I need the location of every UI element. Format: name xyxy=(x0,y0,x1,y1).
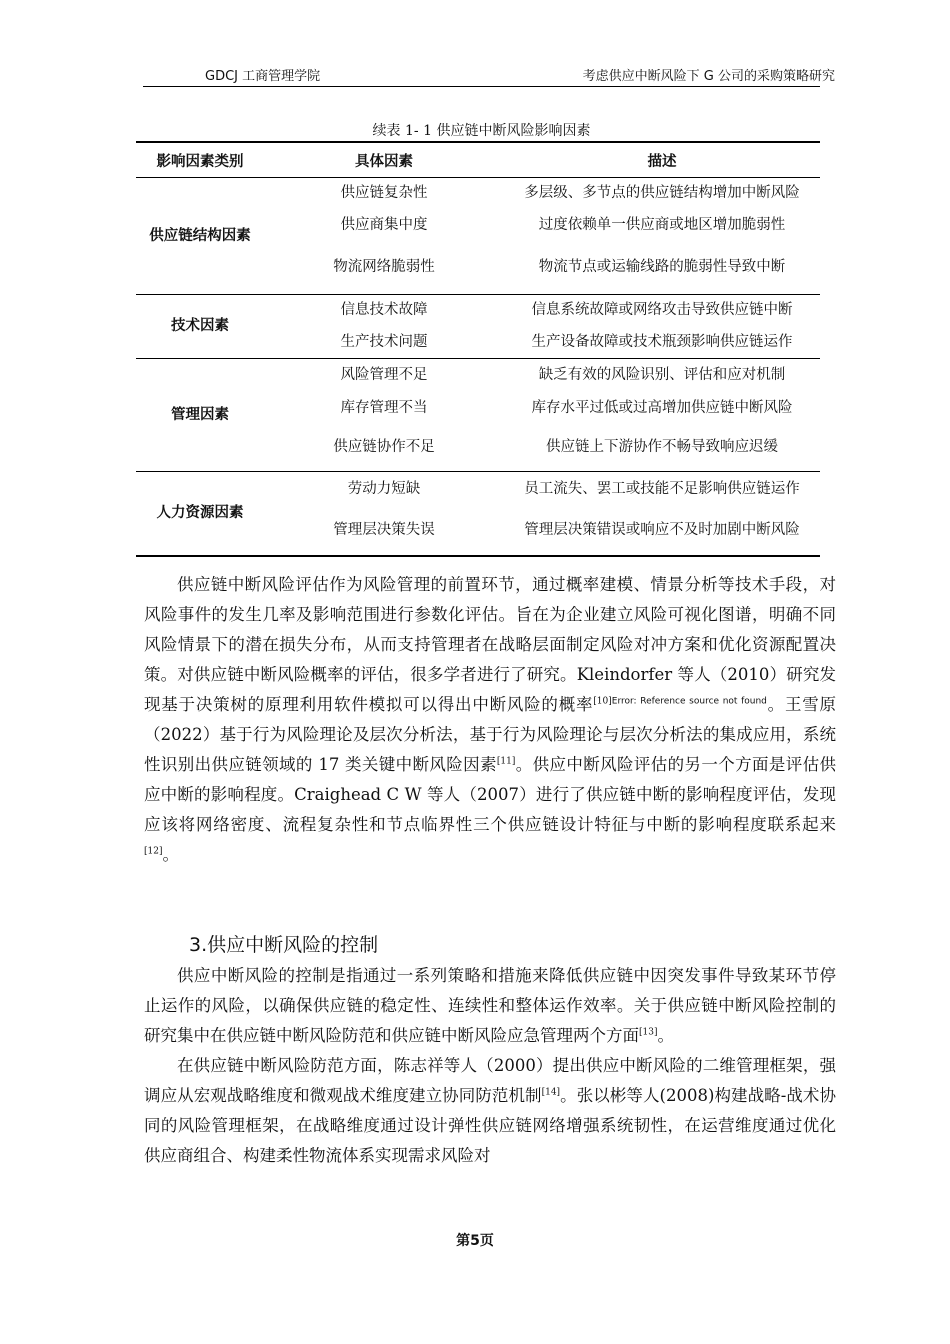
page-number: 第5页 xyxy=(456,1233,494,1249)
factor-cell: 供应链复杂性 xyxy=(340,185,428,202)
para2-text-b: 。 xyxy=(657,1026,674,1045)
table-row xyxy=(136,359,820,393)
factor-label: 物流网络脆弱性 xyxy=(333,259,435,276)
table-caption: 续表 1- 1 供应链中断风险影响因素 xyxy=(372,123,591,139)
factor-cell: 劳动力短缺 xyxy=(347,480,421,497)
header-rule xyxy=(143,86,820,87)
body-section-1 xyxy=(144,570,836,870)
factor-label: 管理层决策失误 xyxy=(333,522,435,538)
description-cell: 信息系统故障或网络攻击导致供应链中断 xyxy=(531,302,793,319)
risk-factor-table xyxy=(136,141,820,557)
description-cell: 库存水平过低或过高增加供应链中断风险 xyxy=(531,400,793,416)
para2-text-a: 供应中断风险的控制是指通过一系列策略和措施来降低供应链中因突发事件导致某环节停止运作的风险，以确保供应链的稳定性、连续性和整体运作效率。关于供应链中断风险控制的研究集中在供应链中断风险防范和供应链中断风险应急管理两个方面 xyxy=(144,966,836,1045)
citation-ref: [11] xyxy=(496,756,516,767)
table-row xyxy=(136,178,820,210)
para1-text-b: 。王雪原（2022）基于行为风险理论及层次分析法，基于行为风险理论与层次分析法的集成应用，系统性识别出供应链领域的 17 类关键中断风险因素 xyxy=(144,695,837,774)
category-cell: 人力资源因素 xyxy=(136,472,264,556)
table-header-row xyxy=(136,142,820,178)
factor-cell: 供应商集中度 xyxy=(340,217,428,233)
description-cell: 物流节点或运输线路的脆弱性导致中断 xyxy=(504,242,820,295)
para1-text-d: 。 xyxy=(162,845,179,864)
para1-text-a: 供应链中断风险评估作为风险管理的前置环节，通过概率建模、情景分析等技术手段，对风险事件的发生几率及影响范围进行参数化评估。旨在为企业建立风险可视化图谱，明确不同风险情景下的潜在损失分布，从而支持管理者在战略层面制定风险对冲方案和优化资源配置决策。对供应链中断风险概率的评估，很多学者进行了研究。Kleindorfer 等人（2010）研究发现基于决策树的原理利用软件模拟可以得出中断风险的概率 xyxy=(144,575,836,714)
column-header-category: 影响因素类别 xyxy=(136,142,264,178)
citation-ref: [10] xyxy=(593,696,612,707)
section-heading: 3.供应中断风险的控制 xyxy=(189,934,379,956)
reference-error: Error: Reference source not found xyxy=(611,696,767,707)
factor-cell: 库存管理不当 xyxy=(340,400,428,416)
para3-text-b: 。张以彬等人(2008)构建战略-战术协同的风险管理框架，在战略维度通过设计弹性供应链网络增强系统韧性，在运营维度通过优化供应商组合、构建柔性物流体系实现需求风险对 xyxy=(144,1086,836,1165)
factor-cell: 生产技术问题 xyxy=(264,327,504,359)
description-cell: 过度依赖单一供应商或地区增加脆弱性 xyxy=(538,217,786,233)
description-cell: 多层级、多节点的供应链结构增加中断风险 xyxy=(524,185,800,202)
citation-ref: [13] xyxy=(639,1027,658,1038)
citation-ref: [12] xyxy=(144,846,163,857)
citation-ref: [14] xyxy=(541,1087,561,1098)
description-cell: 员工流失、罢工或技能不足影响供应链运作 xyxy=(524,480,800,497)
table-row xyxy=(136,472,820,507)
column-header-factor: 具体因素 xyxy=(264,142,504,178)
para1-text-c: 。供应中断风险评估的另一个方面是评估供应中断的影响程度。Craighead C W 等人（2007）进行了供应链中断的影响程度评估，发现应该将网络密度、流程复杂性和节点临界性三个供应链设计特征与中断的影响程度联系起来 xyxy=(144,755,836,834)
category-cell xyxy=(136,178,264,295)
paragraph-risk-prevention xyxy=(144,1051,836,1171)
description-cell: 缺乏有效的风险识别、评估和应对机制 xyxy=(538,367,786,384)
category-cell: 管理因素 xyxy=(136,359,264,472)
category-label: 供应链结构因素 xyxy=(149,228,251,244)
para3-text-a: 在供应链中断风险防范方面，陈志祥等人（2000）提出供应中断风险的二维管理框架，强调应从宏观战略维度和微观战术维度建立协同防范机制 xyxy=(144,1056,836,1105)
paragraph-risk-assessment xyxy=(144,570,836,870)
table-row xyxy=(136,295,820,327)
factor-cell: 信息技术故障 xyxy=(340,302,428,319)
column-header-description: 描述 xyxy=(504,142,820,178)
factor-cell xyxy=(264,425,504,472)
description-cell: 生产设备故障或技术瓶颈影响供应链运作 xyxy=(504,327,820,359)
header-left: GDCJ 工商管理学院 xyxy=(205,69,321,84)
description-cell: 管理层决策错误或响应不及时加剧中断风险 xyxy=(504,507,820,556)
factor-label: 供应链协作不足 xyxy=(333,439,435,456)
header-right: 考虑供应中断风险下 G 公司的采购策略研究 xyxy=(582,69,835,84)
body-section-2 xyxy=(144,961,836,1171)
description-cell: 供应链上下游协作不畅导致响应迟缓 xyxy=(504,425,820,472)
factor-cell xyxy=(264,242,504,295)
paragraph-risk-control xyxy=(144,961,836,1051)
factor-cell xyxy=(264,507,504,556)
factor-cell: 风险管理不足 xyxy=(340,367,428,384)
category-cell: 技术因素 xyxy=(136,295,264,359)
